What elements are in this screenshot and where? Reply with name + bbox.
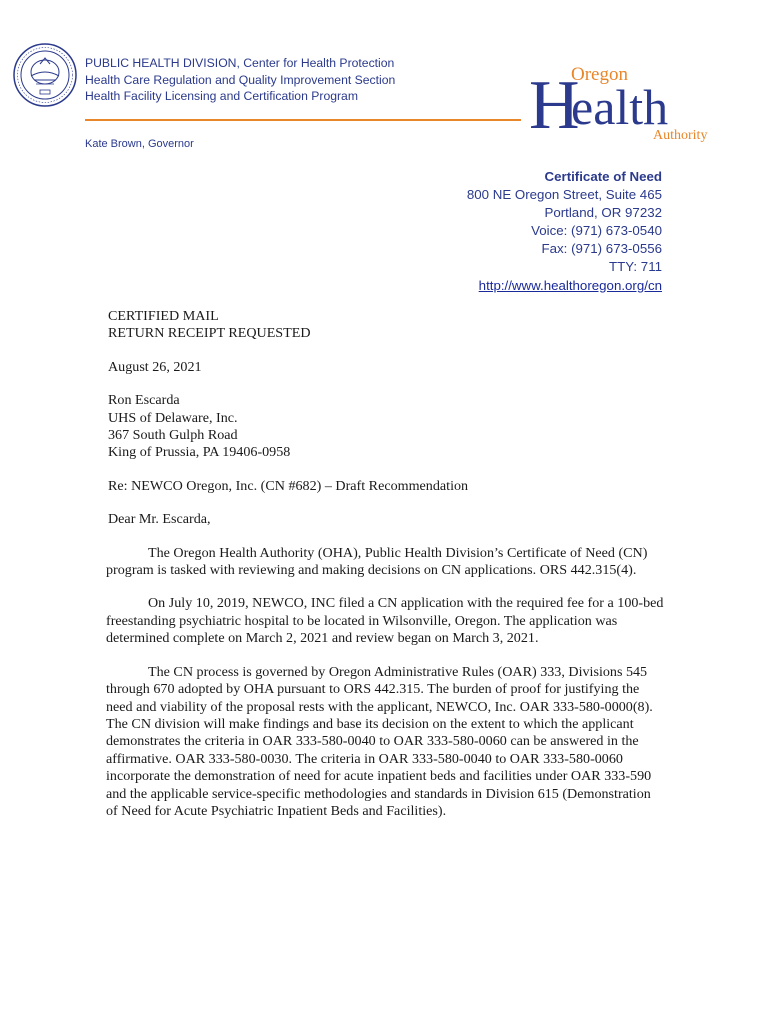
recipient-name: Ron Escarda bbox=[108, 392, 180, 409]
return-receipt-line: RETURN RECEIPT REQUESTED bbox=[108, 325, 311, 342]
recipient-street: 367 South Gulph Road bbox=[108, 427, 238, 444]
header-line-division: PUBLIC HEALTH DIVISION, Center for Health Protection bbox=[85, 56, 395, 70]
mail-type-line: CERTIFIED MAIL bbox=[108, 308, 219, 324]
governor-name: Kate Brown, Governor bbox=[85, 138, 194, 150]
program-title: Certificate of Need bbox=[544, 169, 662, 184]
address-line-2: Portland, OR 97232 bbox=[544, 205, 662, 221]
header-divider bbox=[85, 119, 521, 121]
subject-line: Re: NEWCO Oregon, Inc. (CN #682) – Draft Recommendation bbox=[108, 477, 469, 494]
header-line-section: Health Care Regulation and Quality Improvement Section bbox=[85, 72, 396, 87]
address-line-1: 800 NE Oregon Street, Suite 465 bbox=[466, 187, 662, 203]
website-link[interactable]: http://www.healthoregon.org/cn bbox=[478, 277, 662, 293]
letter-date: August 26, 2021 bbox=[108, 358, 202, 375]
recipient-city: King of Prussia, PA 19406-0958 bbox=[108, 444, 291, 461]
paragraph-2: On July 10, 2019, NEWCO, INC filed a CN application with the required fee for a 100-bed freestanding psychiatric hospital to be located in Wilsonville, Oregon. The application was determined complete on March 2, 2021 and review began on March 3, 2021. bbox=[106, 595, 664, 647]
voice-number: Voice: (971) 673-0540 bbox=[531, 223, 662, 239]
recipient-company: UHS of Delaware, Inc. bbox=[108, 409, 238, 426]
fax-number: Fax: (971) 673-0556 bbox=[541, 241, 662, 257]
letter-body bbox=[108, 308, 664, 820]
tty-number: TTY: 711 bbox=[609, 259, 662, 275]
paragraph-3: The CN process is governed by Oregon Administrative Rules (OAR) 333, Divisions 545 through 670 adopted by OHA pursuant to ORS 442.315. The burden of proof for justifying the need and viability of the proposal rests with the applicant, NEWCO, Inc. OAR 333-580-0000(8). The CN division will make findings and base its decision on the extent to which the applicant demonstrates the criteria in OAR 333-580-0040 to OAR 333-580-0060 can be answered in the affirmative. OAR 333-580-0030. The criteria in OAR 333-580-0040 to OAR 333-580-0060 incorporate the demonstration of need for acute inpatient beds and facilities under OAR 333-590 and the applicable service-specific methodologies and standards in Division 615 (Demonstration of Need for Acute Psychiatric Inpatient Beds and Facilities). bbox=[106, 663, 653, 819]
logo-word-authority: Authority bbox=[653, 128, 708, 142]
logo-h-letter: H bbox=[529, 67, 580, 142]
contact-block bbox=[467, 168, 662, 295]
division-header bbox=[85, 55, 395, 105]
logo-word-ealth: ealth bbox=[571, 79, 669, 135]
paragraph-1: The Oregon Health Authority (OHA), Public Health Division’s Certificate of Need (CN) program is tasked with reviewing and making decisions on CN applications. ORS 442.315(4). bbox=[106, 544, 648, 579]
header-line-program: Health Facility Licensing and Certification Program bbox=[85, 89, 358, 103]
salutation: Dear Mr. Escarda, bbox=[108, 511, 211, 528]
oregon-health-authority-logo bbox=[527, 62, 727, 142]
logo-word-oregon: Oregon bbox=[571, 64, 628, 85]
state-seal-icon bbox=[12, 42, 78, 108]
